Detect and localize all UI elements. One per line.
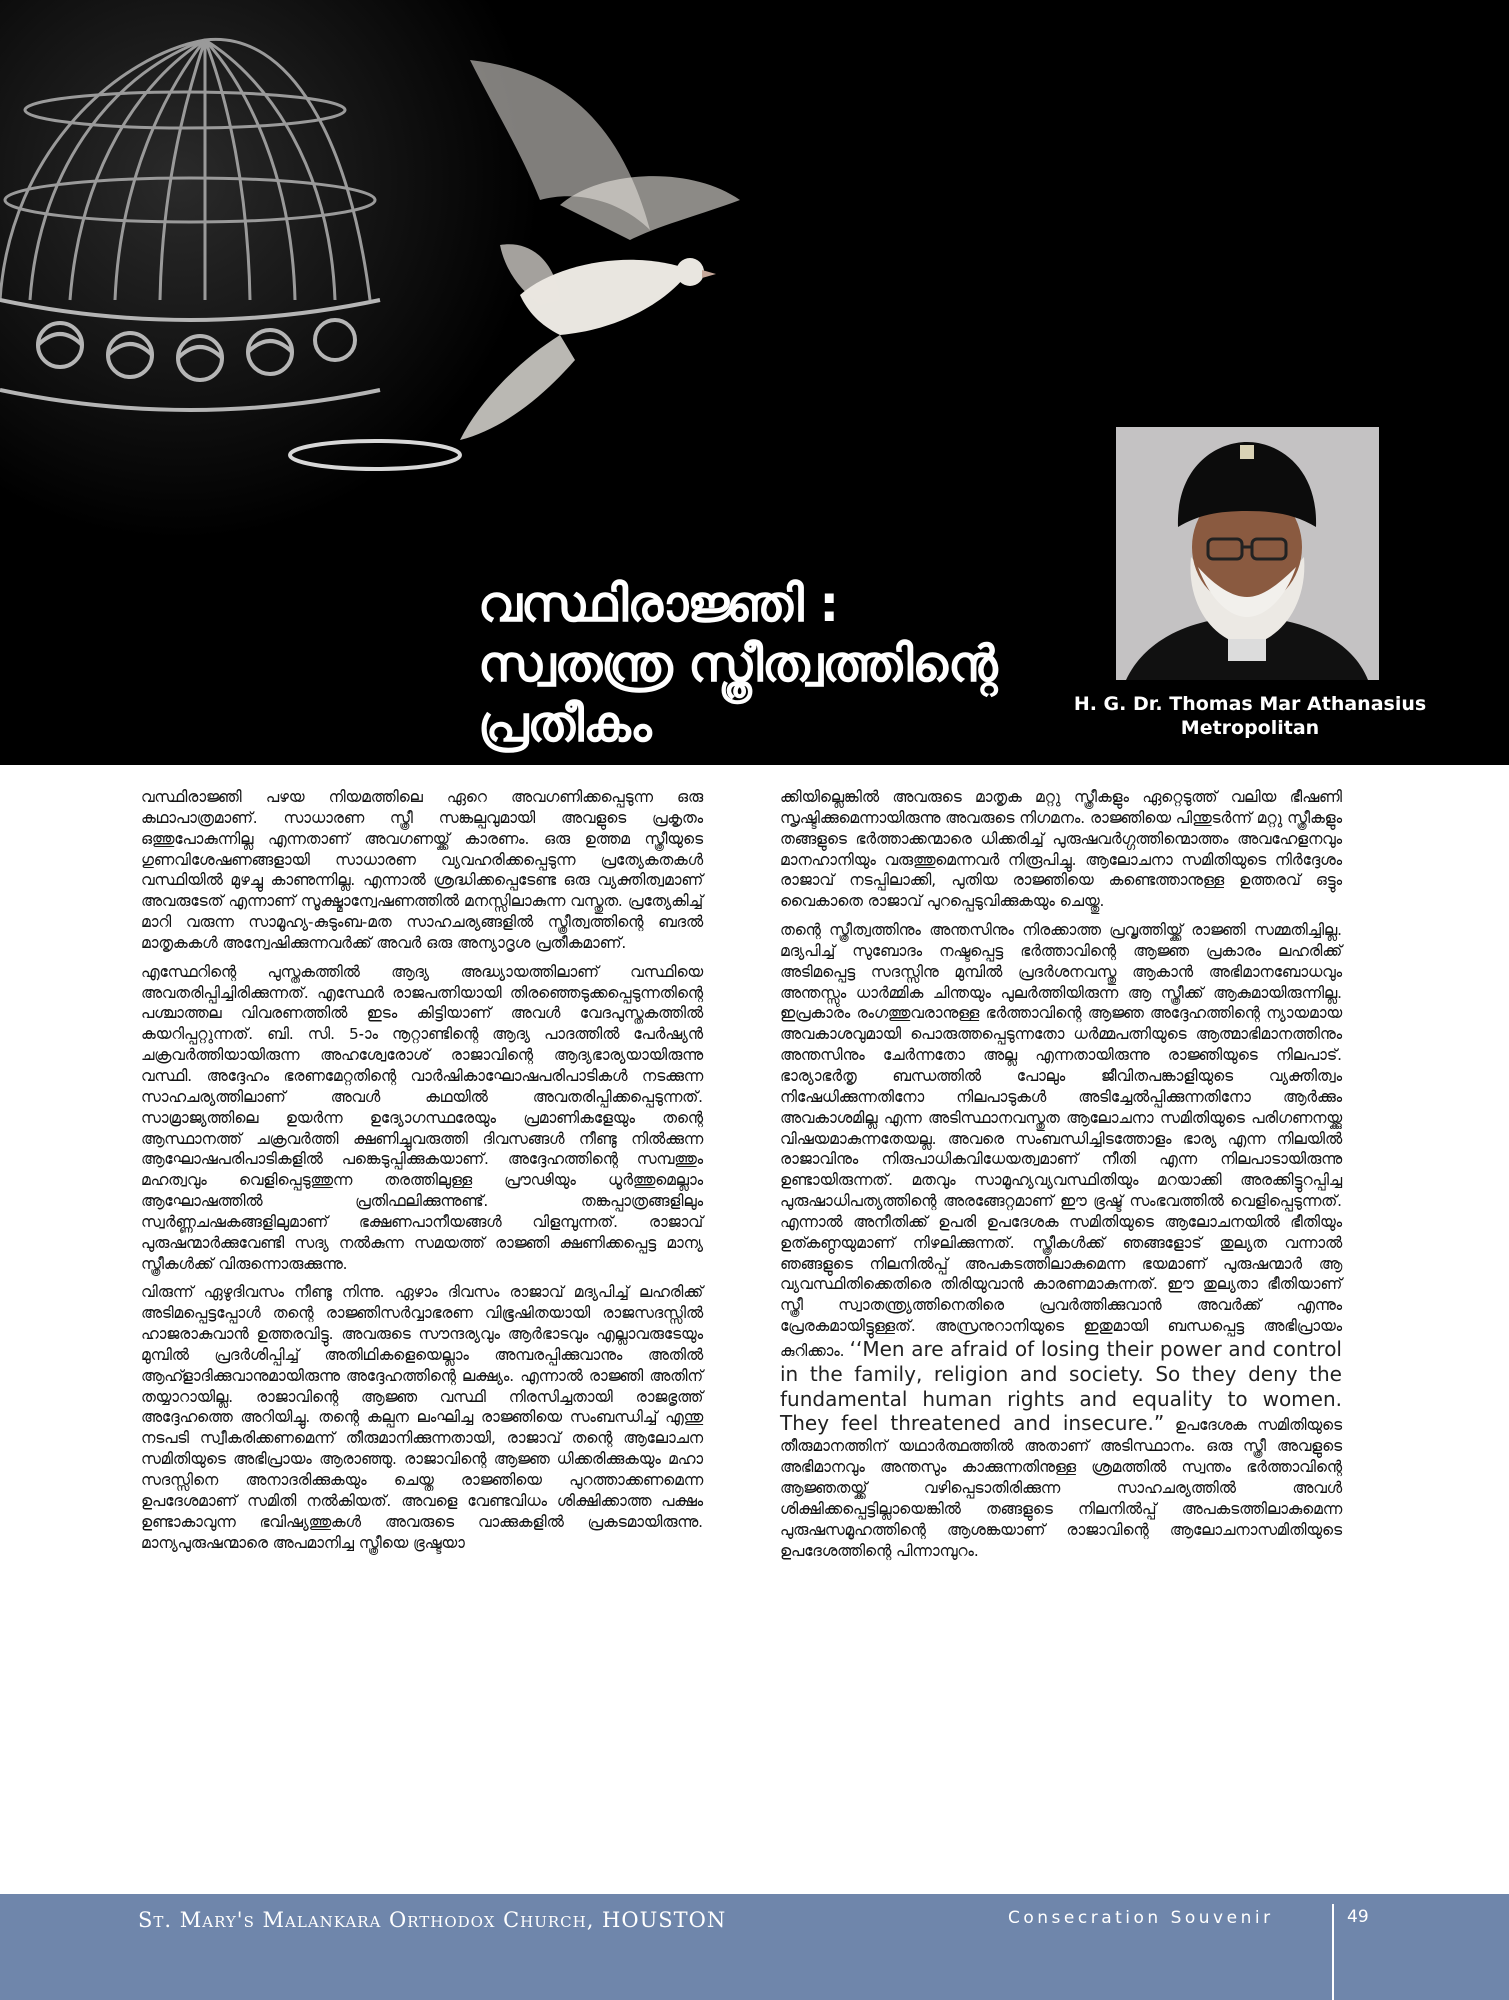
article-column-right: [780, 787, 1342, 1561]
article-title-line-1: വസ്ഥിരാജ്ഞി :: [478, 575, 839, 633]
church-name: St. Mary's Malankara Orthodox Church, HOUSTON: [138, 1908, 727, 1932]
author-role: Metropolitan: [1180, 717, 1320, 739]
paragraph: [780, 920, 1342, 1561]
hero-banner: [0, 0, 1509, 765]
author-portrait: [1116, 427, 1379, 680]
page-footer: [0, 1894, 1509, 2000]
page-number: 49: [1347, 1907, 1369, 1927]
article-title-line-3: പ്രതീകം: [478, 695, 651, 753]
paragraph: എസ്ഥേറിന്റെ പുസ്തകത്തിൽ ആദ്യ അദ്ധ്യായത്തിലാണ് വസ്ഥിയെ അവതരിപ്പിച്ചിരിക്കുന്നത്. എസ്ഥേർ രാജപത്നിയായി തിരഞ്ഞെടുക്കപ്പെടുന്നതിന്റെ പശ്ചാത്തല വിവരണത്തിൽ ഇടം കിട്ടിയാണ് അവൾ വേദപുസ്തകത്തിൽ കയറിപ്പറ്റുന്നത്. ബി. സി. 5-ാം നൂറ്റാണ്ടിന്റെ ആദ്യ പാദത്തിൽ പേർഷ്യൻ ചക്രവർത്തിയായിരുന്ന അഹശ്വേരോശ് രാജാവിന്റെ ആദ്യഭാര്യയായിരുന്നു വസ്ഥി. അദ്ദേഹം ഭരണമേറ്റതിന്റെ വാർഷികാഘോഷപരിപാടികൾ നടക്കുന്ന സാഹചര്യത്തിലാണ് അവൾ കഥയിൽ അവതരിപ്പിക്കപ്പെടുന്നത്. സാമ്രാജ്യത്തിലെ ഉയർന്ന ഉദ്യോഗസ്ഥരേയും പ്രമാണികളേയും തന്റെ ആസ്ഥാനത്ത് ചക്രവർത്തി ക്ഷണിച്ചുവരുത്തി ദിവസങ്ങൾ നീണ്ടു നിൽക്കുന്ന ആഘോഷപരിപാടികളിൽ പങ്കെടുപ്പിക്കുകയാണ്. അദ്ദേഹത്തിന്റെ സമ്പത്തും മഹത്വവും വെളിപ്പെടുത്തുന്ന തരത്തിലുള്ള പ്രൗഢിയും ധൂർത്തുമെല്ലാം ആഘോഷത്തിൽ പ്രതിഫലിക്കുന്നുണ്ട്. തങ്കപ്പാത്രങ്ങളിലും സ്വർണ്ണചഷകങ്ങളിലുമാണ് ഭക്ഷണപാനീയങ്ങൾ വിളമ്പുന്നത്. രാജാവ് പുരുഷന്മാർക്കുവേണ്ടി സദ്യ നൽകുന്ന സമയത്ത് രാജ്ഞി ക്ഷണിക്കപ്പെട്ട മാന്യ സ്ത്രീകൾക്ക് വിരുന്നൊരുക്കുന്നു.: [141, 962, 704, 1273]
paragraph: വിരുന്ന് ഏഴുദിവസം നീണ്ടു നിന്നു. ഏഴാം ദിവസം രാജാവ് മദ്യപിച്ച് ലഹരിക്ക് അടിമപ്പെട്ടപ്പോൾ തന്റെ രാജ്ഞിസർവ്വാഭരണ വിഭൂഷിതയായി രാജസദസ്സിൽ ഹാജരാകുവാൻ ഉത്തരവിട്ടു. അവരുടെ സൗന്ദര്യവും ആർഭാടവും എല്ലാവരുടേയും മുമ്പിൽ പ്രദർശിപ്പിച്ച് അതിഥികളെയെല്ലാം അമ്പരപ്പിക്കുവാനും അതിൽ ആഹ്ളാദിക്കുവാനുമായിരുന്നു അദ്ദേഹത്തിന്റെ ലക്ഷ്യം. എന്നാൽ രാജ്ഞി അതിന് തയ്യാറായില്ല. രാജാവിന്റെ ആജ്ഞ വസ്ഥി നിരസിച്ചതായി രാജഭൃത്ത് അദ്ദേഹത്തെ അറിയിച്ചു. തന്റെ കല്പന ലംഘിച്ച രാജ്ഞിയെ സംബന്ധിച്ച് എന്തു നടപടി സ്വീകരിക്കണമെന്ന് തീരുമാനിക്കുന്നതായി, രാജാവ് തന്റെ ആലോചന സമിതിയുടെ അഭിപ്രായം ആരാഞ്ഞു. രാജാവിന്റെ ആജ്ഞ ധിക്കരിക്കുകയും മഹാ സദസ്സിനെ അനാദരിക്കുകയും ചെയ്ത രാജ്ഞിയെ പുറത്താക്കണമെന്ന ഉപദേശമാണ് സമിതി നൽകിയത്. അവളെ വേണ്ടവിധം ശിക്ഷിക്കാത്ത പക്ഷം ഉണ്ടാകാവുന്ന ഭവിഷ്യത്തുകൾ അവരുടെ വാക്കുകളിൽ പ്രകടമായിരുന്നു. മാന്യപുരുഷന്മാരെ അപമാനിച്ച സ്ത്രീയെ ഭ്രഷ്ടയാ: [141, 1283, 703, 1552]
paragraph-text: ഉപദേശക സമിതിയുടെ തീരുമാനത്തിന് യഥാർത്ഥത്തിൽ അതാണ് അടിസ്ഥാനം. ഒരു സ്ത്രീ അവളുടെ അഭിമാനവും അന്തസും കാക്കുന്നതിനുള്ള ശ്രമത്തിൽ സ്വന്തം ഭർത്താവിന്റെ ആജ്ഞതയ്ക്ക് വഴിപ്പെടാതിരിക്കുന്ന സാഹചര്യത്തിൽ അവൾ ശിക്ഷിക്കപ്പെട്ടില്ലായെങ്കിൽ തങ്ങളുടെ നിലനിൽപ്പ് അപകടത്തിലാകുമെന്ന പുരുഷസമൂഹത്തിന്റെ ആശങ്കയാണ് രാജാവിന്റെ ആലോചനാസമിതിയുടെ ഉപദേശത്തിന്റെ പിന്നാമ്പുറം.: [780, 1416, 1342, 1560]
paragraph: വസ്ഥിരാജ്ഞി പഴയ നിയമത്തിലെ ഏറെ അവഗണിക്കപ്പെടുന്ന ഒരു കഥാപാത്രമാണ്. സാധാരണ സ്ത്രീ സങ്കല്പവുമായി അവളുടെ പ്രകൃതം ഒത്തുപോകുന്നില്ല എന്നതാണ് അവഗണയ്ക്ക് കാരണം. ഒരു ഉത്തമ സ്ത്രീയുടെ ഗുണവിശേഷണങ്ങളായി സാധാരണ വ്യവഹരിക്കപ്പെടുന്ന പ്രത്യേകതകൾ വസ്ഥിയിൽ മുഴച്ചു കാണുന്നില്ല. എന്നാൽ ശ്രദ്ധിക്കപ്പെടേണ്ട ഒരു വ്യക്തിത്വമാണ് അവരുടേത് എന്നാണ് സൂക്ഷ്മാന്വേഷണത്തിൽ മനസ്സിലാകുന്ന വസ്തുത. പ്രത്യേകിച്ച് മാറി വരുന്ന സാമൂഹ്യ-കുടുംബ-മത സാഹചര്യങ്ങളിൽ സ്ത്രീത്വത്തിന്റെ ബദൽ മാതൃകകൾ അന്വേഷിക്കുന്നവർക്ക് അവർ ഒരു അന്യാദൃശ പ്രതീകമാണ്.: [141, 788, 703, 952]
paragraph: ക്കിയില്ലെങ്കിൽ അവരുടെ മാതൃക മറ്റു സ്ത്രീകളും ഏറ്റെടുത്ത് വലിയ ഭീഷണി സൃഷ്ടിക്കുമെന്നായിരുന്നു അവരുടെ നിഗമനം. രാജ്ഞിയെ പിന്തുടർന്ന് മറ്റു സ്ത്രീകളും തങ്ങളുടെ ഭർത്താക്കന്മാരെ ധിക്കരിച്ച് പുരുഷവർഗ്ഗത്തിന്മൊത്തം അവഹേളനവും മാനഹാനിയും വരുത്തുമെന്നവർ നിരൂപിച്ചു. ആലോചനാ സമിതിയുടെ നിർദ്ദേശം രാജാവ് നടപ്പിലാക്കി, പുതിയ രാജ്ഞിയെ കണ്ടെത്താനുള്ള ഉത്തരവ് ഒട്ടും വൈകാതെ രാജാവ് പുറപ്പെടുവിക്കുകയും ചെയ്തു.: [780, 788, 1342, 911]
paragraph-text: തന്റെ സ്ത്രീത്വത്തിനും അന്തസിനും നിരക്കാത്ത പ്രവൃത്തിയ്ക്ക് രാജ്ഞി സമ്മതിച്ചില്ല. മദ്യപിച്ച് സുബോദം നഷ്ടപ്പെട്ട ഭർത്താവിന്റെ ആജ്ഞ പ്രകാരം ലഹരിക്ക് അടിമപ്പെട്ട സദസ്സിനു മുമ്പിൽ പ്രദർശനവസ്തു ആകാൻ അഭിമാനബോധവും അന്തസ്സും ധാർമ്മിക ചിന്തയും പുലർത്തിയിരുന്ന ആ സ്ത്രീക്ക് ആകുമായിരുന്നില്ല. ഇപ്രകാരം രംഗത്തുവരാനുള്ള ഭർത്താവിന്റെ ആജ്ഞ അദ്ദേഹത്തിന്റെ ന്യായമായ അവകാശവുമായി പൊരുത്തപ്പെടുന്നതോ ധർമ്മപത്നിയുടെ ആത്മാഭിമാനത്തിനും അന്തസിനും ചേർന്നതോ അല്ല എന്നതായിരുന്നു രാജ്ഞിയുടെ നിലപാട്. ഭാര്യാഭർതൃ ബന്ധത്തിൽ പോലും ജീവിതപങ്കാളിയുടെ വ്യക്തിത്വം നിഷേധിക്കുന്നതിനോ നിലപാടുകൾ അടിച്ചേൽപ്പിക്കുന്നതിനോ ആർക്കും അവകാശമില്ല എന്ന അടിസ്ഥാനവസ്തുത ആലോചനാ സമിതിയുടെ പരിഗണനയ്ക്കു വിഷയമാകുന്നതേയല്ല. അവരെ സംബന്ധിച്ചിടത്തോളം ഭാര്യ എന്ന നിലയിൽ രാജാവിനും നിരുപാധികവിധേയത്വമാണ് നീതി എന്ന നിലപാടായിരുന്നു ഉണ്ടായിരുന്നത്. മതവും സാമൂഹ്യവ്യവസ്ഥിതിയും മറയാക്കി അരക്കിട്ടുറപ്പിച്ച പുരുഷാധിപത്യത്തിന്റെ അരങ്ങേറ്റമാണ് ഈ ഭ്രഷ്ട് സംഭവത്തിൽ വെളിപ്പെടുന്നത്. എന്നാൽ അനീതിക്ക് ഉപരി ഉപദേശക സമിതിയുടെ ആലോചനയിൽ ഭീതിയും ഉത്കണ്ഠയുമാണ് നിഴലിക്കുന്നത്. സ്ത്രീകൾക്ക് ഞങ്ങളോട് തുല്യത വന്നാൽ ഞങ്ങളുടെ നിലനിൽപ്പ് അപകടത്തിലാകുമെന്ന ഭയമാണ് പുരുഷന്മാർ ആ വ്യവസ്ഥിതിക്കെതിരെ തിരിയുവാൻ കാരണമാകുന്നത്. ഈ തുല്യതാ ഭീതിയാണ് സ്ത്രീ സ്വാതന്ത്ര്യത്തിനെതിരെ പ്രവർത്തിക്കുവാൻ അവർക്ക് എന്നും പ്രേരകമായിട്ടുള്ളത്. അസ്രനുറാനിയുടെ ഇതുമായി ബന്ധപ്പെട്ട അഭിപ്രായം കുറിക്കാം.: [780, 921, 1342, 1360]
footer-divider: [1332, 1904, 1334, 2000]
english-quote: ‘‘Men are afraid of losing their power and control in the family, religion and society. So they deny the fundamental human rights and equality to women. They feel threatened and insecure.”: [780, 1336, 1342, 1436]
article-column-left: [141, 787, 703, 1553]
author-name: H. G. Dr. Thomas Mar Athanasius: [1073, 693, 1427, 715]
publication-name: Consecration Souvenir: [1008, 1908, 1274, 1928]
article-title-line-2: സ്വതന്ത്ര സ്ത്രീത്വത്തിന്റെ: [478, 635, 997, 693]
